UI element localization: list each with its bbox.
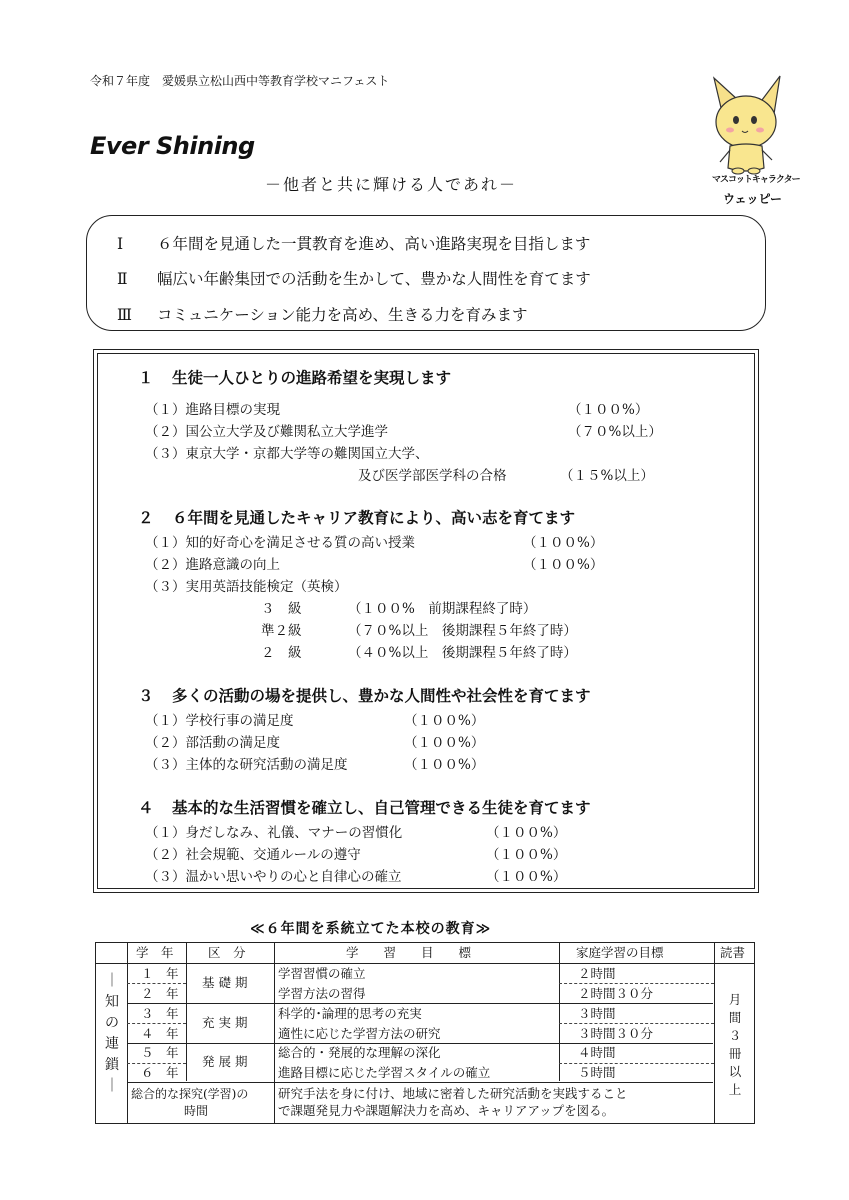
policy-item [117,267,591,289]
eiken-target: （７０%以上 後期課程５年終了時） [348,623,577,639]
home-study-goal: ３時間３０分 [578,1026,654,1041]
inquiry-label-2: 時間 [184,1104,209,1118]
goal-percent: （７０%以上） [568,424,662,440]
goal-item: （２）進路意識の向上 [145,557,280,573]
policy-text: ６年間を見通した一貫教育を進め、高い進路実現を目指します [157,235,591,253]
motto-subtitle: －他者と共に輝ける人であれ－ [265,175,518,194]
goal-percent: （１００%） [404,757,485,773]
section-number: ３ [138,687,154,705]
learning-goal: 進路目標に応じた学習スタイルの確立 [278,1065,491,1080]
policy-number: Ⅱ [117,270,128,288]
goal-percent: （１００%） [486,869,567,885]
learning-goal: 学習方法の習得 [278,986,366,1001]
header-year: 学 年 [136,945,174,960]
goal-item: （１）身だしなみ、礼儀、マナーの習慣化 [145,825,403,841]
section-title [138,796,591,818]
goal-item: （１）知的好奇心を満足させる質の高い授業 [145,535,415,551]
policy-text: コミュニケーション能力を高め、生きる力を育みます [157,306,528,324]
learning-goal: 学習習慣の確立 [278,966,366,981]
section-number: ２ [138,509,154,527]
learning-goal: 科学的･論理的思考の充実 [278,1006,422,1021]
reading-goal: 月間３冊以上 [728,992,742,1097]
period-label: 基 礎 期 [202,975,248,990]
year-label: ２ 年 [141,986,179,1001]
period-label: 発 展 期 [202,1054,248,1069]
section-title-text: ６年間を見通したキャリア教育により、高い志を育てます [172,509,576,527]
period-label: 充 実 期 [202,1015,248,1030]
goal-item: （３）実用英語技能検定（英検） [145,579,348,595]
goal-item: （１）進路目標の実現 [145,402,280,418]
policy-number: Ⅰ [117,235,124,253]
policy-number: Ⅲ [117,306,132,324]
home-study-goal: ３時間 [578,1006,616,1021]
home-study-goal: ４時間 [578,1045,616,1060]
year-label: １ 年 [141,966,179,981]
mascot-name: ウェッピー [723,192,783,206]
year-label: ３ 年 [141,1006,179,1021]
home-study-goal: ２時間 [578,966,616,981]
home-study-goal: ２時間３０分 [578,986,654,1001]
goal-percent: （１００%） [486,825,567,841]
inquiry-text: 研究手法を身に付け、地域に密着した研究活動を実践すること [278,1086,628,1101]
year-label: ６ 年 [141,1065,179,1080]
eiken-grade: ３ 級 [261,601,302,617]
education-table [95,942,755,1124]
header-school-line: 令和７年度 愛媛県立松山西中等教育学校マニフェスト [90,74,390,88]
section-number: ４ [138,799,154,817]
goal-percent: （１００%） [568,402,649,418]
inquiry-text-2: で課題発見力や課題解決力を高め、キャリアアップを図る。 [278,1103,615,1118]
inquiry-label: 総合的な探究(学習)の [131,1087,249,1101]
goal-item: （３）東京大学・京都大学等の難関国立大学、 [145,446,429,462]
header-reading: 読書 [720,945,746,960]
education-table-title: ≪６年間を系統立てた本校の教育≫ [250,921,492,937]
home-study-goal: ５時間 [578,1065,616,1080]
goal-percent: （１００%） [486,847,567,863]
mascot-illustration [700,70,790,210]
year-label: ５ 年 [141,1045,179,1060]
goal-item: （２）社会規範、交通ルールの遵守 [145,847,361,863]
section-title-text: 生徒一人ひとりの進路希望を実現します [172,369,452,387]
section-title-text: 多くの活動の場を提供し、豊かな人間性や社会性を育てます [172,687,591,705]
goal-item: 及び医学部医学科の合格 [358,468,507,484]
mascot-label-caption: マスコットキャラクター [712,175,800,185]
section-title [138,506,575,528]
section-title [138,366,451,388]
goal-percent: （１００%） [404,735,485,751]
goal-percent: （１００%） [523,557,604,573]
goal-item: （３）温かい思いやりの心と自律心の確立 [145,869,402,885]
goal-item: （２）部活動の満足度 [145,735,280,751]
eiken-target: （４０%以上 後期課程５年終了時） [348,645,577,661]
goals-box [93,349,759,893]
goal-percent: （１５%以上） [560,468,654,484]
motto-title: Ever Shining [90,132,255,160]
learning-goal: 適性に応じた学習方法の研究 [278,1026,441,1041]
section-title [138,684,591,706]
policy-box [86,215,766,331]
goal-percent: （１００%） [523,535,604,551]
header-division: 区 分 [208,945,246,960]
eiken-target: （１００% 前期課程終了時） [348,601,537,617]
side-label-chain-of-knowledge: ｜知の連鎖｜ [105,973,119,1094]
eiken-grade: 準２級 [261,623,302,639]
goals-inner-frame [97,353,755,889]
policy-text: 幅広い年齢集団での活動を生かして、豊かな人間性を育てます [157,270,591,288]
goal-item: （２）国公立大学及び難関私立大学進学 [145,424,388,440]
goal-percent: （１００%） [404,713,485,729]
policy-item [117,303,527,325]
section-number: １ [138,369,154,387]
goal-item: （３）主体的な研究活動の満足度 [145,757,348,773]
header-goal: 学 習 目 標 [346,945,472,960]
learning-goal: 総合的・発展的な理解の深化 [278,1045,441,1060]
section-title-text: 基本的な生活習慣を確立し、自己管理できる生徒を育てます [172,799,591,817]
policy-item [117,232,590,254]
eiken-grade: ２ 級 [261,645,302,661]
year-label: ４ 年 [141,1026,179,1041]
header-home-study: 家庭学習の目標 [576,945,664,960]
goal-item: （１）学校行事の満足度 [145,713,294,729]
